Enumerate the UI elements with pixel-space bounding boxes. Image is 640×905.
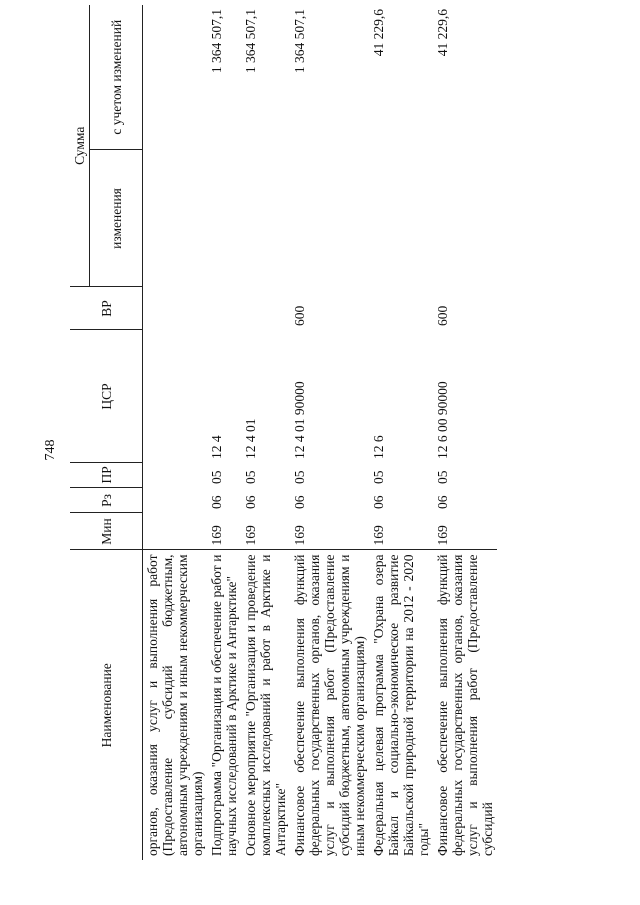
row-name: Основное мероприятие "Организация и проведение комплексных исследований и работ в Арктике и Антарктике" [241,550,290,860]
row-changes [290,150,369,287]
row-min: 169 [209,525,224,546]
row-changes [143,150,208,287]
row-name: Подпрограмма "Организация и обеспечение работ и научных исследований в Арктике и Антарктике" [207,550,241,860]
row-vr: 600 [435,305,450,326]
row-min: 169 [435,525,450,546]
row-name: органов, оказания услуг и выполнения работ (Предоставление субсидий бюджетным, автономным учреждениям и иным некоммерческим организациям) [143,550,208,860]
row-min: 169 [243,525,258,546]
row-vr [207,287,241,330]
header-min: Мин [70,513,143,550]
row-pr: 05 [435,470,450,484]
row-changes [207,150,241,287]
row-name: Федеральная целевая программа "Охрана озера Байкал и социально-экономическое развитие Байкальской природной территории на 2012 - 2020 годы" [369,550,433,860]
table-header-row [70,5,90,860]
table-row [143,5,208,860]
row-csr: 12 6 00 90000 [435,381,450,459]
header-with-changes: с учетом изменений [90,5,143,150]
header-sum: Сумма [70,5,90,287]
row-pr: 05 [292,470,307,484]
row-rz: 06 [292,495,307,509]
row-vr: 600 [292,305,307,326]
row-total: 1 364 507,1 [292,8,307,74]
row-min: 169 [371,525,386,546]
row-rz: 06 [209,495,224,509]
row-csr: 12 4 01 90000 [292,381,307,459]
row-pr [143,463,208,488]
table-row [241,5,290,860]
row-total: 41 229,6 [371,8,386,57]
row-pr: 05 [371,470,386,484]
row-rz: 06 [243,495,258,509]
table-row [433,5,497,860]
header-changes: изменения [90,150,143,287]
budget-table [70,5,497,860]
row-vr [143,287,208,330]
row-rz: 06 [435,495,450,509]
row-csr: 12 4 [209,435,224,459]
row-total: 1 364 507,1 [209,8,224,74]
table-row [290,5,369,860]
header-name: Наименование [70,550,143,860]
row-csr: 12 6 [371,435,386,459]
row-total: 1 364 507,1 [243,8,258,74]
row-pr: 05 [243,470,258,484]
table-row [207,5,241,860]
row-rz [143,488,208,513]
row-min: 169 [292,525,307,546]
row-name: Финансовое обеспечение выполнения функций федеральных государственных органов, оказания услуг и выполнения работ (Предоставление субсидий бюджетным, автономным учреждениям и иным некоммерческим организациям) [290,550,369,860]
header-rz: Рз [70,488,143,513]
table-row [369,5,433,860]
header-csr: ЦСР [70,330,143,463]
row-rz: 06 [371,495,386,509]
row-total: 41 229,6 [435,8,450,57]
page-number: 748 [43,439,58,461]
row-vr [241,287,290,330]
row-csr [143,330,208,463]
row-pr: 05 [209,470,224,484]
row-total [143,5,208,150]
row-vr [369,287,433,330]
row-csr: 12 4 01 [243,418,258,459]
row-changes [433,150,497,287]
row-name: Финансовое обеспечение выполнения функций федеральных государственных органов, оказания услуг и выполнения работ (Предоставление субсидий [433,550,497,860]
header-pr: ПР [70,463,143,488]
row-changes [241,150,290,287]
row-changes [369,150,433,287]
row-min [143,513,208,550]
header-vr: ВР [70,287,143,330]
